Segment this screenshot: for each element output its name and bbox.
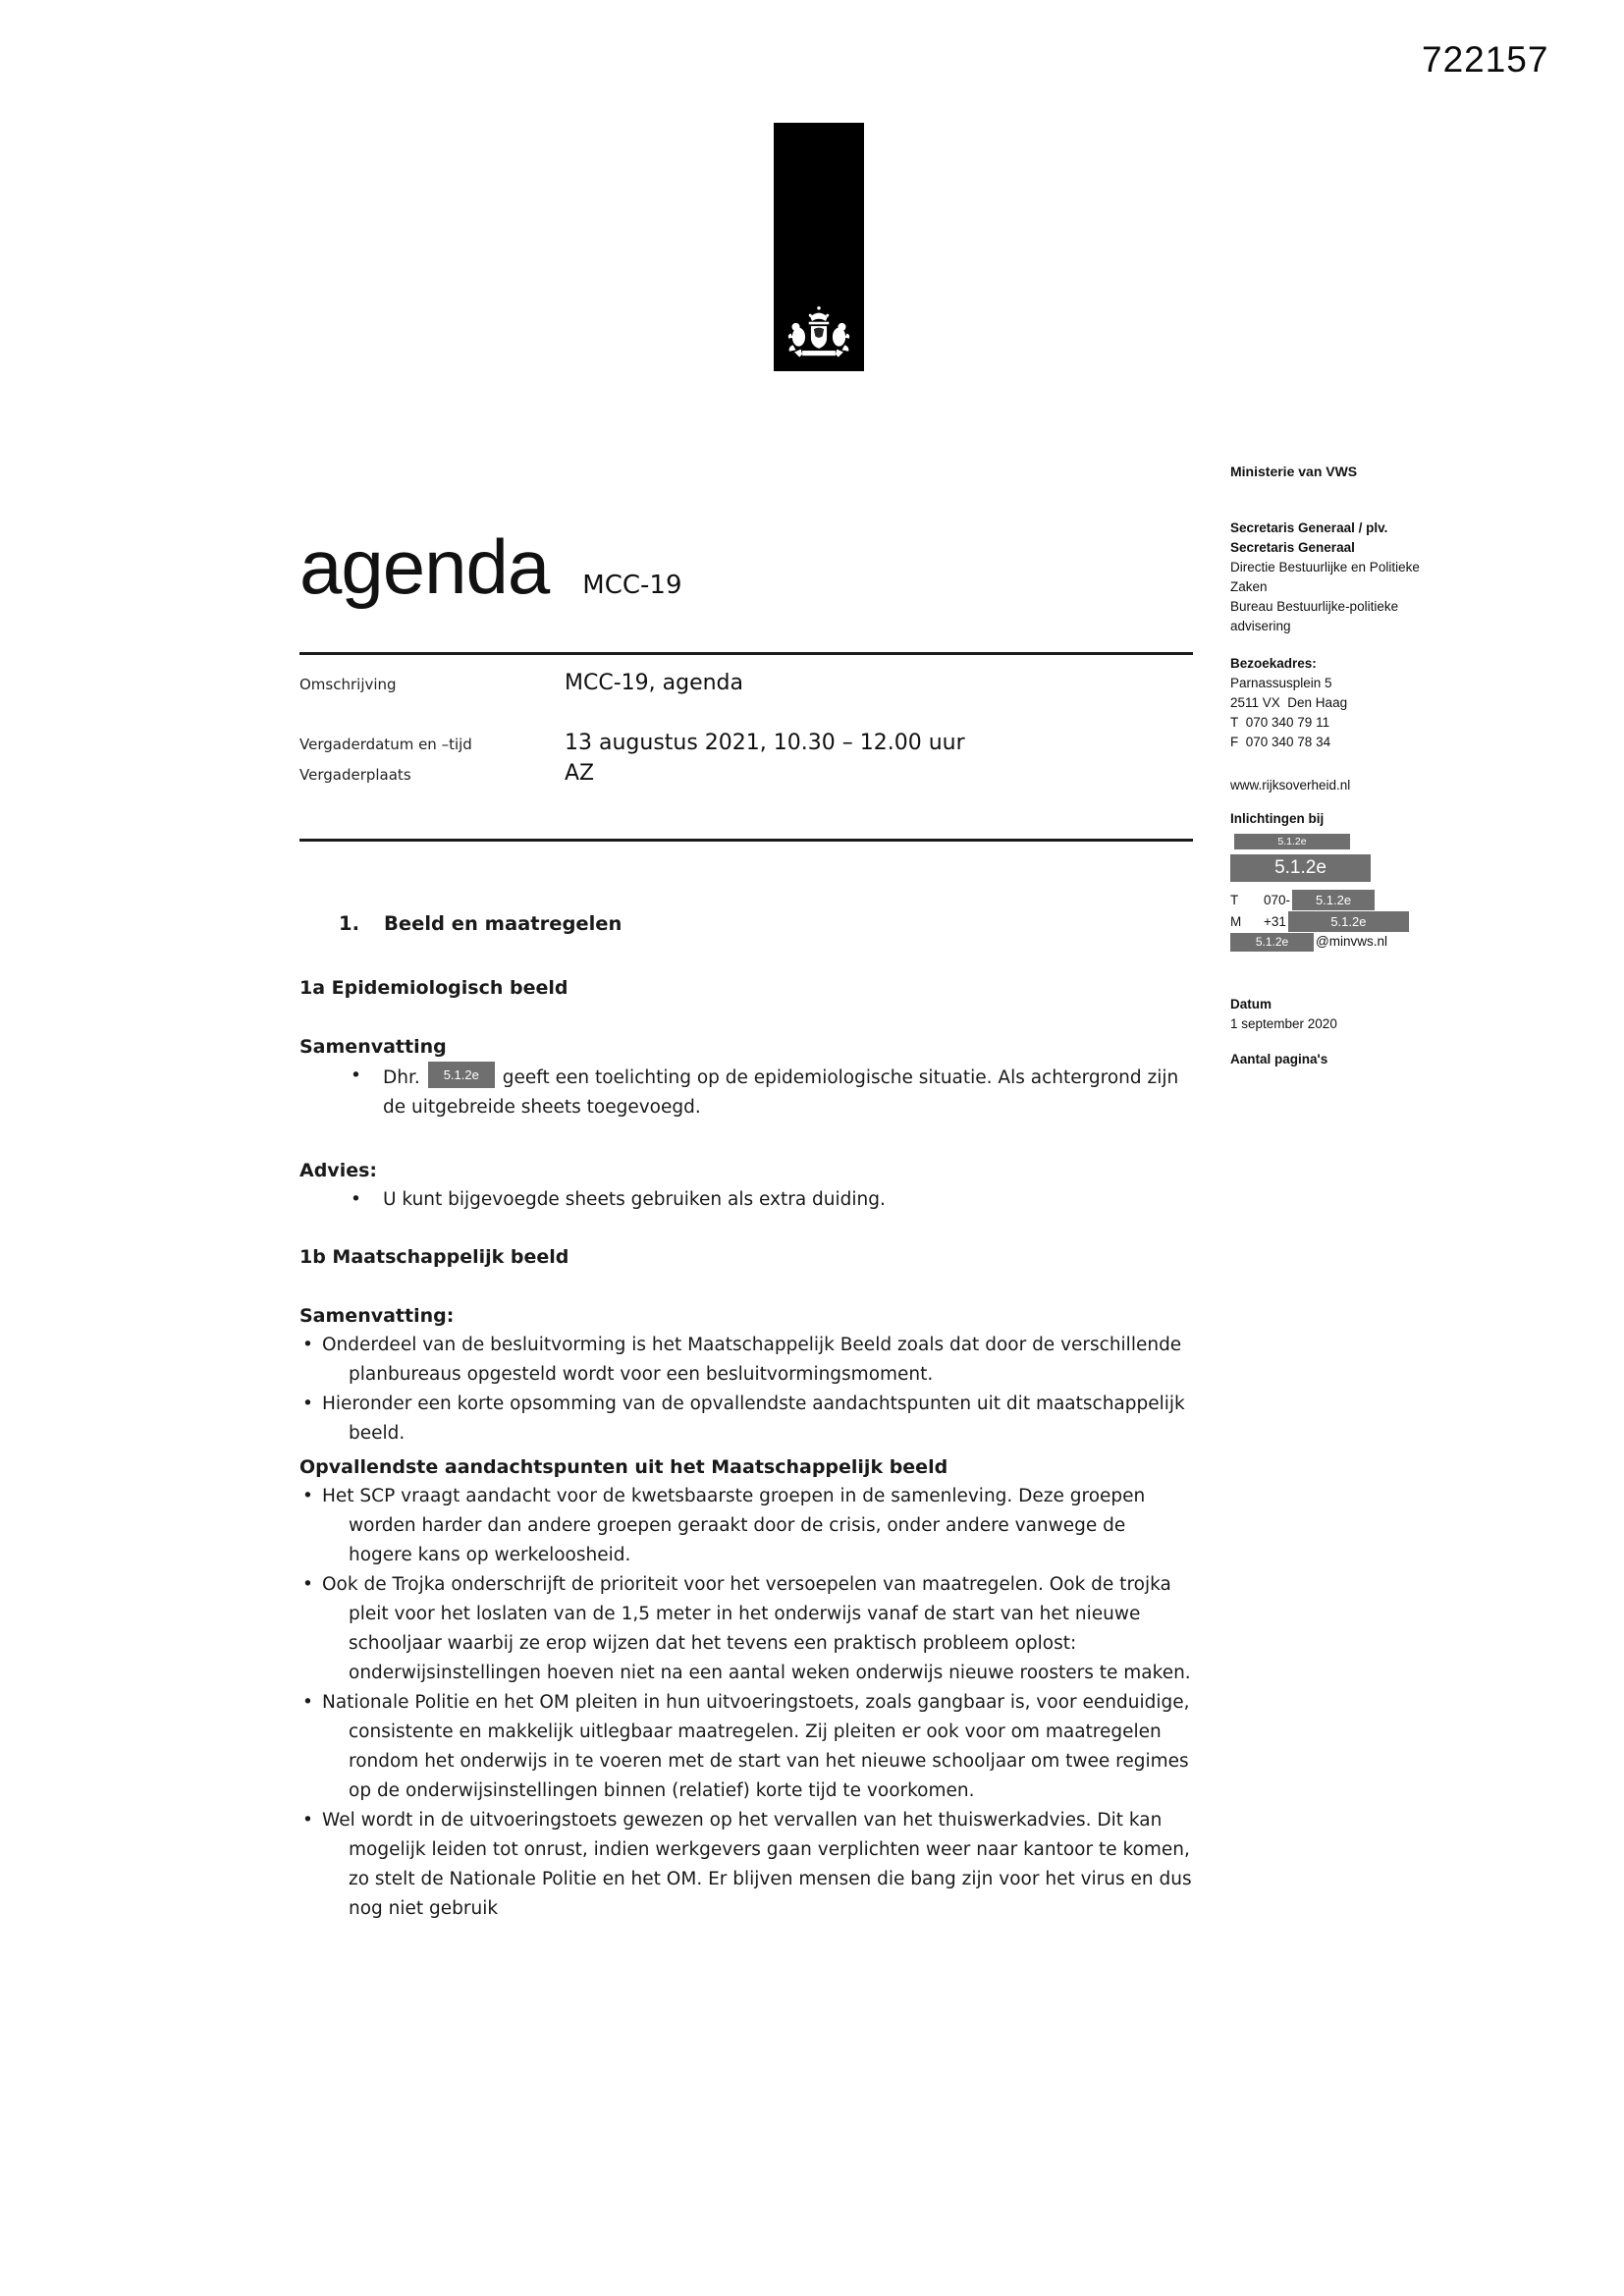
website-text: www.rijksoverheid.nl	[1230, 778, 1351, 793]
section-heading	[339, 910, 1193, 938]
bullet-marker: •	[302, 1692, 313, 1713]
list-item	[299, 1331, 1193, 1390]
agenda-title: agenda	[299, 523, 550, 610]
address-line: 2511 VX Den Haag	[1230, 695, 1348, 710]
contact-mobile-row	[1230, 911, 1458, 932]
meta-value: MCC-19, agenda	[565, 671, 743, 695]
contact-phone-row	[1230, 890, 1458, 910]
org-unit: Bureau Bestuurlijke-politieke advisering	[1230, 599, 1399, 633]
bullet-list	[299, 1482, 1193, 1924]
meta-value: AZ	[565, 761, 595, 786]
list-item	[299, 1062, 1193, 1122]
email-domain: @minvws.nl	[1316, 934, 1387, 949]
list-item-text: Onderdeel van de besluitvorming is het Maatschappelijk Beeld zoals dat door de verschillende planbureaus opgesteld wordt voor een besluitvormingsmoment.	[322, 1335, 1182, 1385]
meta-label: Omschrijving	[299, 676, 397, 693]
divider-line	[299, 839, 1193, 842]
mobile-letter: M	[1230, 913, 1242, 929]
visit-address-block	[1230, 654, 1458, 752]
list-item-text: Wel wordt in de uitvoeringstoets gewezen op het vervallen van het thuiswerkadvies. Dit kan mogelijk leiden tot onrust, indien werkgevers gaan verplichten weer naar kantoor te komen, zo stelt de Nationale Politie en het OM. Er blijven mensen die bang zijn voor het virus en dus nog niet gebruik	[322, 1810, 1192, 1919]
org-unit-bold: Secretaris Generaal	[1230, 540, 1355, 555]
date-value: 1 september 2020	[1230, 1016, 1337, 1031]
meta-label: Vergaderdatum en –tijd	[299, 736, 472, 753]
divider-line	[299, 652, 1193, 655]
bullet-marker: •	[302, 1335, 313, 1355]
meta-label: Vergaderplaats	[299, 766, 411, 784]
list-item-text: Ook de Trojka onderschrijft de prioriteit voor het versoepelen van maatregelen. Ook de trojka pleit voor het loslaten van de 1,5 meter in het onderwijs vanaf de start van het nieuwe schooljaar waarbij ze erop wijzen dat het tevens een praktisch probleem oplost: onderwijsinstellingen hoeven niet na een aantal weken onderwijs nieuwe roosters te maken.	[322, 1574, 1191, 1683]
text-before-redaction: Dhr.	[383, 1067, 420, 1088]
section-title: Beeld en maatregelen	[384, 912, 623, 935]
agenda-subtitle: MCC-19	[582, 571, 682, 600]
ministry-name: Ministerie van VWS	[1230, 464, 1358, 479]
bullet-list	[299, 1331, 1193, 1449]
text-after-redaction: geeft een toelichting op de epidemiologische situatie. Als achtergrond zijn de uitgebreide sheets toegevoegd.	[383, 1067, 1179, 1118]
advice-heading: Advies:	[299, 1160, 377, 1181]
bullet-marker: •	[302, 1486, 313, 1506]
bullet-list	[299, 1185, 1193, 1215]
subsection-heading: 1b Maatschappelijk beeld	[299, 1246, 569, 1268]
list-item	[299, 1688, 1193, 1806]
meta-row	[299, 731, 1193, 755]
document-number: 722157	[1422, 39, 1549, 80]
meta-value: 13 augustus 2021, 10.30 – 12.00 uur	[565, 731, 965, 755]
list-item-text: Nationale Politie en het OM pleiten in hun uitvoeringstoets, zoals gangbaar is, voor eenduidige, consistente en makkelijk uitlegbaar maatregelen. Zij pleiten er ook voor om maatregelen rondom het onderwijs in te voeren met de start van het nieuwe schooljaar om twee regimes op de onderwijsinstellingen binnen (relatief) korte tijd te voorkomen.	[322, 1692, 1190, 1801]
summary-heading: Samenvatting	[299, 1036, 447, 1058]
highlights-heading: Opvallendste aandachtspunten uit het Maatschappelijk beeld	[299, 1456, 948, 1478]
redaction-box: 5.1.2e	[1292, 890, 1375, 910]
date-label: Datum	[1230, 997, 1272, 1011]
bullet-marker: •	[351, 1189, 361, 1210]
bullet-marker: •	[302, 1810, 313, 1831]
meta-row	[299, 671, 1193, 695]
list-item-text: U kunt bijgevoegde sheets gebruiken als extra duiding.	[383, 1189, 886, 1210]
mobile-prefix: +31	[1264, 913, 1286, 929]
list-item	[299, 1185, 1193, 1215]
list-item	[299, 1570, 1193, 1688]
org-unit-block	[1230, 519, 1458, 636]
redaction-box: 5.1.2e	[1288, 911, 1409, 932]
list-item	[299, 1806, 1193, 1924]
bullet-list	[299, 1062, 1193, 1122]
rijksoverheid-logo	[774, 123, 864, 371]
summary-heading: Samenvatting:	[299, 1305, 455, 1327]
list-item-text: Hieronder een korte opsomming van de opvallendste aandachtspunten uit dit maatschappelijk beeld.	[322, 1394, 1185, 1444]
redaction-box: 5.1.2e	[1230, 854, 1371, 882]
visit-address-label: Bezoekadres:	[1230, 656, 1317, 671]
section-number: 1.	[339, 912, 359, 935]
bullet-marker: •	[302, 1394, 313, 1414]
phone-letter: T	[1230, 892, 1239, 907]
title-row	[299, 523, 1193, 610]
meta-row	[299, 761, 1193, 786]
date-block	[1230, 995, 1458, 1034]
sidebar	[1230, 462, 1458, 1069]
address-fax: F 070 340 78 34	[1230, 735, 1331, 749]
redaction-box: 5.1.2e	[1230, 933, 1314, 952]
meta-table	[299, 671, 1193, 786]
page-count-label: Aantal pagina's	[1230, 1052, 1328, 1066]
redaction-box: 5.1.2e	[428, 1062, 495, 1088]
bullet-marker: •	[302, 1574, 313, 1595]
list-item-text	[383, 1067, 1178, 1118]
redaction-box: 5.1.2e	[1234, 834, 1350, 849]
coat-of-arms-icon	[786, 304, 851, 359]
subsection-heading: 1a Epidemiologisch beeld	[299, 977, 568, 999]
address-line: Parnassusplein 5	[1230, 676, 1332, 690]
address-phone: T 070 340 79 11	[1230, 715, 1330, 730]
list-item	[299, 1390, 1193, 1449]
main-content	[299, 511, 1193, 1924]
list-item-text: Het SCP vraagt aandacht voor de kwetsbaarste groepen in de samenleving. Deze groepen worden harder dan andere groepen geraakt door de crisis, onder andere vanwege de hogere kans op werkeloosheid.	[322, 1486, 1146, 1565]
org-unit-bold: Secretaris Generaal / plv.	[1230, 520, 1388, 535]
list-item	[299, 1482, 1193, 1570]
bullet-marker: •	[351, 1066, 361, 1086]
contact-label: Inlichtingen bij	[1230, 811, 1325, 826]
org-unit: Directie Bestuurlijke en Politieke Zaken	[1230, 560, 1420, 594]
phone-prefix: 070-	[1264, 892, 1291, 907]
contact-email-row	[1230, 932, 1458, 952]
